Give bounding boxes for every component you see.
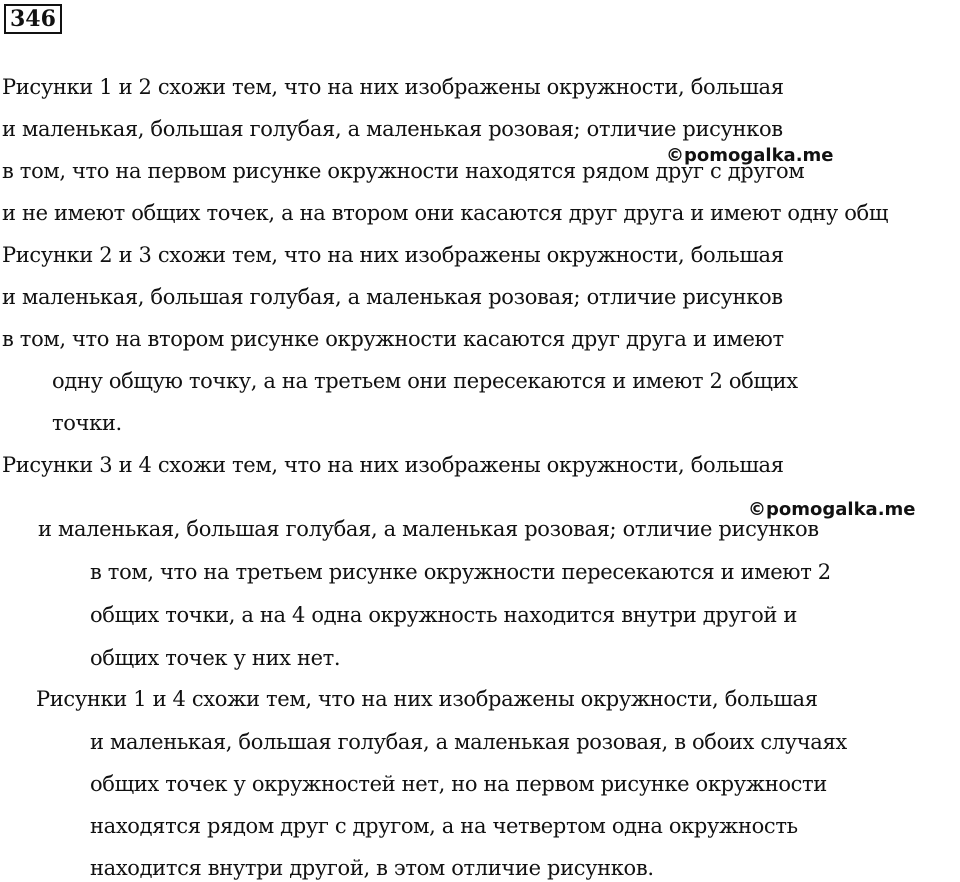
text-line-11: и маленькая, большая голубая, а маленькая розовая; отличие рисунков: [38, 517, 819, 541]
text-line-19: находится внутри другой, в этом отличие рисунков.: [90, 856, 654, 880]
text-line-17: общих точек у окружностей нет, но на первом рисунке окружности: [90, 772, 827, 796]
text-line-14: общих точек у них нет.: [90, 646, 341, 670]
text-line-2: и маленькая, большая голубая, а маленькая розовая; отличие рисунков: [2, 117, 783, 141]
text-line-1: Рисунки 1 и 2 схожи тем, что на них изображены окружности, большая: [2, 75, 784, 99]
text-line-3: в том, что на первом рисунке окружности находятся рядом друг с другом: [2, 159, 805, 183]
text-line-9: точки.: [52, 411, 122, 435]
task-number-badge: 346: [4, 4, 62, 34]
watermark-2: ©pomogalka.me: [748, 499, 916, 520]
text-line-6: и маленькая, большая голубая, а маленькая розовая; отличие рисунков: [2, 285, 783, 309]
watermark-1: ©pomogalka.me: [666, 145, 834, 166]
text-line-5: Рисунки 2 и 3 схожи тем, что на них изображены окружности, большая: [2, 243, 784, 267]
text-line-16: и маленькая, большая голубая, а маленькая розовая, в обоих случаях: [90, 730, 847, 754]
text-line-12: в том, что на третьем рисунке окружности пересекаются и имеют 2: [90, 560, 831, 584]
text-line-10: Рисунки 3 и 4 схожи тем, что на них изображены окружности, большая: [2, 453, 784, 477]
text-line-13: общих точки, а на 4 одна окружность находится внутри другой и: [90, 603, 797, 627]
text-line-4: и не имеют общих точек, а на втором они касаются друг друга и имеют одну общ: [2, 201, 889, 225]
text-line-18: находятся рядом друг с другом, а на четвертом одна окружность: [90, 814, 798, 838]
text-line-15: Рисунки 1 и 4 схожи тем, что на них изображены окружности, большая: [36, 687, 818, 711]
text-line-7: в том, что на втором рисунке окружности касаются друг друга и имеют: [2, 327, 784, 351]
text-line-8: одну общую точку, а на третьем они пересекаются и имеют 2 общих: [52, 369, 798, 393]
